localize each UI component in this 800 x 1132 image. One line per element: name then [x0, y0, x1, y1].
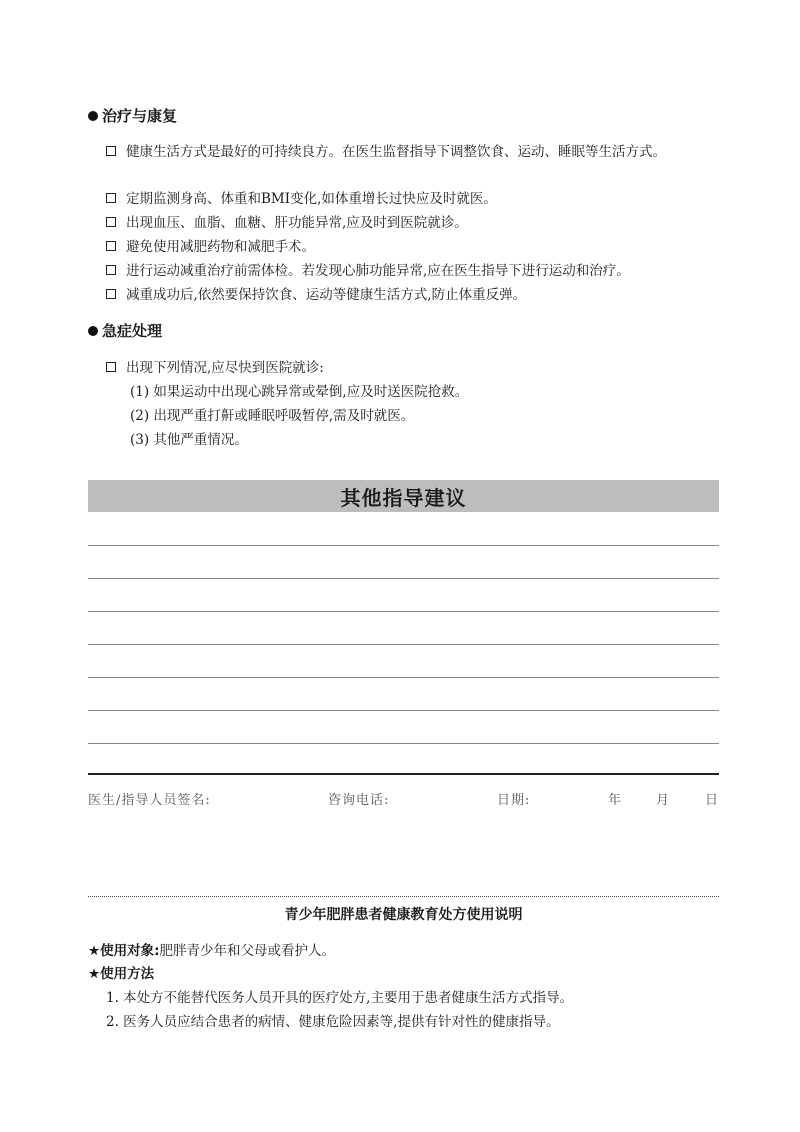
target-label: ★使用对象:: [88, 943, 160, 959]
treatment-title: 治疗与康复: [102, 107, 178, 125]
instructions-title: 青少年肥胖患者健康教育处方使用说明: [284, 907, 523, 923]
doctor-signature-label: 医生/指导人员签名:: [88, 793, 211, 808]
writing-line[interactable]: [88, 644, 719, 645]
treatment-item-text: 出现血压、血脂、血糖、肝功能异常,应及时到医院就诊。: [126, 215, 468, 231]
writing-line[interactable]: [88, 743, 719, 744]
checkbox-icon[interactable]: [106, 241, 116, 251]
writing-line[interactable]: [88, 611, 719, 612]
treatment-item-3: [106, 211, 726, 235]
checkbox-icon[interactable]: [106, 362, 116, 372]
writing-line[interactable]: [88, 545, 719, 546]
treatment-item-text: 避免使用减肥药物和减肥手术。: [126, 239, 315, 255]
checkbox-icon[interactable]: [106, 265, 116, 275]
method-line: [88, 963, 154, 985]
checkbox-icon[interactable]: [106, 146, 116, 156]
year-label: 年: [608, 793, 623, 808]
emergency-sub-2: (2) 出现严重打鼾或睡眠呼吸暂停,需及时就医。: [130, 408, 415, 424]
emergency-title: 急症处理: [102, 322, 163, 340]
treatment-heading: [88, 106, 177, 126]
phone-label: 咨询电话:: [328, 793, 390, 808]
writing-line[interactable]: [88, 578, 719, 579]
other-advice-banner: [88, 480, 719, 512]
checkbox-icon[interactable]: [106, 193, 116, 203]
treatment-item-text: 定期监测身高、体重和BMI变化,如体重增长过快应及时就医。: [126, 191, 497, 207]
treatment-item-2: [106, 187, 726, 211]
treatment-item-6: [106, 283, 726, 307]
dotted-divider: [88, 896, 719, 897]
emergency-item-text: 出现下列情况,应尽快到医院就诊:: [126, 360, 324, 376]
target-line: [88, 940, 335, 962]
other-advice-title: 其他指导建议: [340, 485, 467, 510]
treatment-item-text: 进行运动减重治疗前需体检。若发现心肺功能异常,应在医生指导下进行运动和治疗。: [126, 263, 630, 279]
month-label: 月: [656, 793, 671, 808]
checkbox-icon[interactable]: [106, 217, 116, 227]
method-item-2: 2. 医务人员应结合患者的病情、健康危险因素等,提供有针对性的健康指导。: [106, 1014, 560, 1030]
checkbox-icon[interactable]: [106, 289, 116, 299]
emergency-sub-3: (3) 其他严重情况。: [130, 432, 248, 448]
divider: [88, 773, 719, 775]
day-label: 日: [705, 793, 720, 808]
treatment-item-5: [106, 259, 726, 283]
emergency-heading: [88, 321, 162, 341]
emergency-sub-1: (1) 如果运动中出现心跳异常或晕倒,应及时送医院抢救。: [130, 384, 469, 400]
method-label: ★使用方法: [88, 966, 155, 982]
emergency-item: [106, 356, 726, 380]
treatment-item-1: [106, 140, 726, 164]
target-value: 肥胖青少年和父母或看护人。: [159, 943, 336, 959]
date-label: 日期:: [497, 793, 531, 808]
treatment-item-4: [106, 235, 726, 259]
writing-line[interactable]: [88, 677, 719, 678]
treatment-item-text: 健康生活方式是最好的可持续良方。在医生监督指导下调整饮食、运动、睡眠等生活方式。: [126, 144, 666, 160]
bullet-dot-icon: [88, 111, 98, 121]
writing-line[interactable]: [88, 710, 719, 711]
method-item-1: 1. 本处方不能替代医务人员开具的医疗处方,主要用于患者健康生活方式指导。: [106, 990, 573, 1006]
treatment-item-text: 减重成功后,依然要保持饮食、运动等健康生活方式,防止体重反弹。: [126, 287, 527, 303]
bullet-dot-icon: [88, 326, 98, 336]
